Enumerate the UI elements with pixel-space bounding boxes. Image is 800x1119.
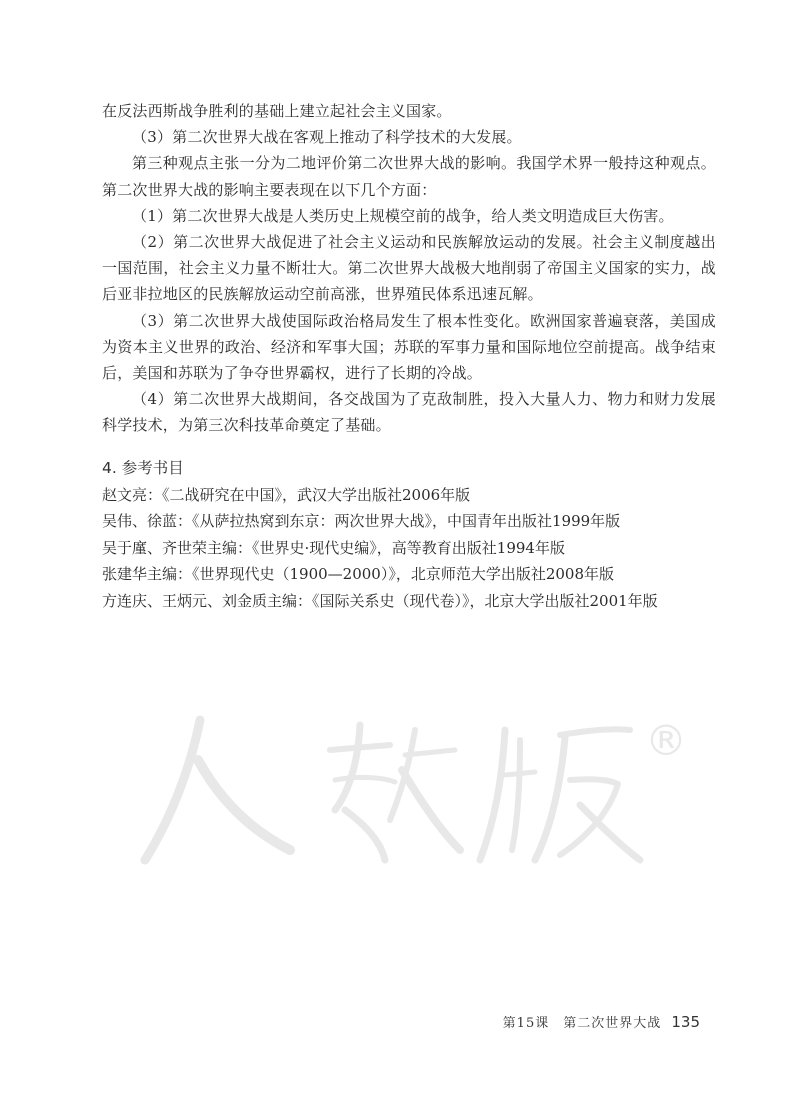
reference-item: 方连庆、王炳元、刘金质主编：《国际关系史（现代卷）》，北京大学出版社2001年版 [102,591,658,610]
reference-item: 吴于廑、齐世荣主编：《世界史·现代史编》，高等教育出版社1994年版 [102,538,565,557]
page-footer [503,1012,700,1031]
registered-mark: ® [645,716,687,765]
paragraph: （4）第二次世界大战期间，各交战国为了克敌制胜，投入大量人力、物力和财力发展科学技术，为第三次科技革命奠定了基础。 [102,390,716,435]
references-section [102,455,742,614]
references-heading: 4. 参考书目 [102,459,184,477]
publisher-watermark-logo [140,700,700,870]
paragraph: 在反法西斯战争胜利的基础上建立起社会主义国家。 [102,102,452,120]
lesson-title: 第15课 第二次世界大战 [502,1016,662,1031]
reference-item: 吴伟、徐蓝：《从萨拉热窝到东京：两次世界大战》，中国青年出版社1999年版 [102,512,621,530]
body-text [102,98,716,439]
paragraph: （3）第二次世界大战使国际政治格局发生了根本性变化。欧洲国家普遍衰落，美国成为资本主义世界的政治、经济和军事大国；苏联的军事力量和国际地位空前提高。战争结束后，美国和苏联为了争夺世界霸权，进行了长期的冷战。 [102,311,716,383]
paragraph: （1）第二次世界大战是人类历史上规模空前的战争，给人类文明造成巨大伤害。 [132,206,674,225]
paragraph: 第三种观点主张一分为二地评价第二次世界大战的影响。我国学术界一般持这种观点。第二次世界大战的影响主要表现在以下几个方面： [102,154,716,199]
reference-item: 赵文亮：《二战研究在中国》，武汉大学出版社2006年版 [102,485,471,504]
paragraph: （3）第二次世界大战在客观上推动了科学技术的大发展。 [132,128,522,147]
reference-item: 张建华主编：《世界现代史（1900—2000）》，北京师范大学出版社2008年版 [102,565,615,583]
page-number: 135 [671,1013,700,1031]
paragraph: （2）第二次世界大战促进了社会主义运动和民族解放运动的发展。社会主义制度越出一国范围，社会主义力量不断壮大。第二次世界大战极大地削弱了帝国主义国家的实力，战后亚非拉地区的民族解放运动空前高涨，世界殖民体系迅速瓦解。 [102,233,716,304]
